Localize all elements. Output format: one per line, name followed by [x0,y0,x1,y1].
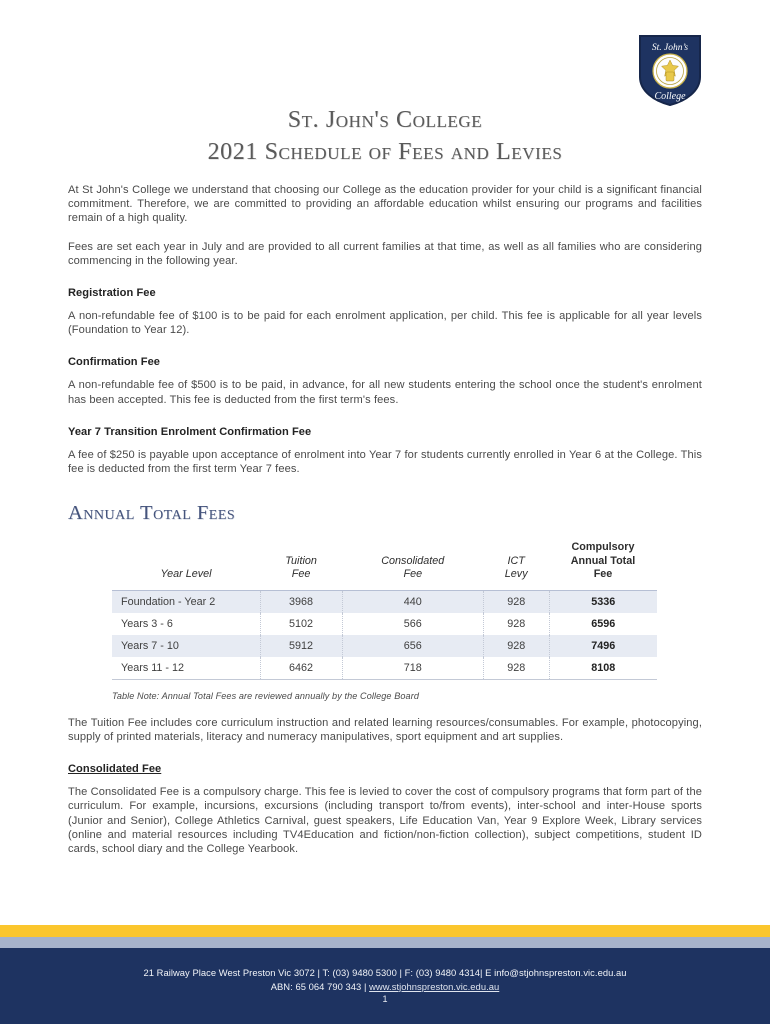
column-header-year-level: Year Level [160,568,212,581]
section-heading-year7-transition-fee: Year 7 Transition Enrolment Confirmation Fee [68,425,312,438]
cell-consolidated: 566 [342,613,483,635]
column-header-total-line1: Compulsory [571,541,635,554]
section-heading-annual-total-fees: Annual Total Fees [68,502,236,525]
column-header-tuition-fee [260,539,342,590]
table-note: Table Note: Annual Total Fees are reviewed annually by the College Board [112,690,419,701]
cell-tuition: 3968 [260,590,342,613]
tuition-fee-paragraph: The Tuition Fee includes core curriculum instruction and related learning resources/consumables. For example, photocopying, supply of printed materials, literacy and numeracy manipulatives, sport equipment and art supplies. [68,716,702,743]
cell-ict: 928 [483,657,549,680]
column-header-consolidated-line1: Consolidated [381,554,445,567]
column-header-ict-line1: ICT [507,554,525,567]
svg-text:St. John’s: St. John’s [651,43,689,53]
table-row [112,635,657,657]
cell-consolidated: 656 [342,635,483,657]
table-header-row [112,539,657,590]
footer-abn-label: ABN: 65 064 790 343 | [270,980,367,992]
table-header [112,539,657,590]
annual-fees-table [112,539,657,680]
column-header-consolidated-line2: Fee [403,568,423,581]
section-body-confirmation-fee: A non-refundable fee of $500 is to be paid, in advance, for all new students entering the school once the student's enrolment has been accepted. This fee is deducted from the first term's fees. [68,379,702,406]
section-heading-consolidated-fee: Consolidated Fee [68,763,162,776]
table-body [112,590,657,679]
cell-ict: 928 [483,613,549,635]
section-heading-confirmation-fee: Confirmation Fee [68,356,161,369]
cell-year-level: Foundation - Year 2 [112,590,260,613]
intro-paragraph-2: Fees are set each year in July and are provided to all current families at that time, as well as all families who are considering commencing in the following year. [68,240,702,267]
footer-address-line: 21 Railway Place West Preston Vic 3072 | T: (03) 9480 5300 | F: (03) 9480 4314| E info@stjohnspreston.vic.edu.au [143,967,627,978]
column-header-total-line2: Annual Total [570,554,636,567]
cell-year-level: Years 7 - 10 [112,635,260,657]
column-header-ict-levy [483,539,549,590]
table-row [112,613,657,635]
cell-year-level: Years 3 - 6 [112,613,260,635]
footer-website-link[interactable]: www.stjohnspreston.vic.edu.au [369,980,500,992]
page-footer [0,925,770,1024]
column-header-ict-line2: Levy [504,568,528,581]
footer-steel-bar [0,937,770,948]
section-body-registration-fee: A non-refundable fee of $100 is to be paid for each enrolment application, per child. This fee is applicable for all year levels (Foundation to Year 12). [68,310,702,337]
title-line-2: 2021 Schedule of Fees and Levies [207,138,563,165]
column-header-compulsory-annual-total-fee [549,539,657,590]
page-title [0,105,770,168]
cell-total: 5336 [591,595,616,608]
title-line-1: St. John's College [287,107,483,133]
cell-consolidated: 718 [342,657,483,680]
footer-abn-line [0,980,770,994]
column-header-tuition-line1: Tuition [285,554,317,567]
cell-tuition: 5912 [260,635,342,657]
cell-total: 6596 [591,617,616,630]
cell-tuition: 5102 [260,613,342,635]
page-number: 1 [382,994,388,1004]
column-header-consolidated-fee [342,539,483,590]
school-crest-logo [636,33,704,107]
section-body-year7-transition-fee: A fee of $250 is payable upon acceptance of enrolment into Year 7 for students currently enrolled in Year 6 at the College. This fee is deducted from the first term Year 7 fees. [68,448,702,476]
svg-text:College: College [654,91,686,102]
document-body [68,183,702,856]
table-row [112,657,657,680]
section-heading-registration-fee: Registration Fee [68,287,156,300]
column-header-total-line3: Fee [593,568,613,581]
table-row [112,590,657,613]
footer-navy-block [0,948,770,1024]
cell-ict: 928 [483,590,549,613]
cell-tuition: 6462 [260,657,342,680]
footer-gold-bar [0,925,770,937]
cell-consolidated: 440 [342,590,483,613]
section-body-consolidated-fee: The Consolidated Fee is a compulsory charge. This fee is levied to cover the cost of compulsory programs that form part of the curriculum. For example, incursions, excursions (including transport to/from events), inter-school and inter-House sports (Junior and Senior), College Athletics Carnival, guest speakers, Life Education Van, Year 9 Explore Week, Library services (online and material resources including TV4Education and fiction/non-fiction collection), subject competitions, student ID cards, school diary and the College Yearbook. [68,786,702,855]
cell-year-level: Years 11 - 12 [112,657,260,680]
intro-paragraph-1: At St John's College we understand that choosing our College as the education provider for your child is a significant financial commitment. Therefore, we are committed to providing an affordable education whilst ensuring our programs and facilities remain of a high quality. [68,184,702,225]
column-header-tuition-line2: Fee [291,568,311,581]
cell-ict: 928 [483,635,549,657]
annual-fees-table-wrapper [112,539,657,680]
cell-total: 7496 [591,639,616,652]
cell-total: 8108 [591,661,616,674]
